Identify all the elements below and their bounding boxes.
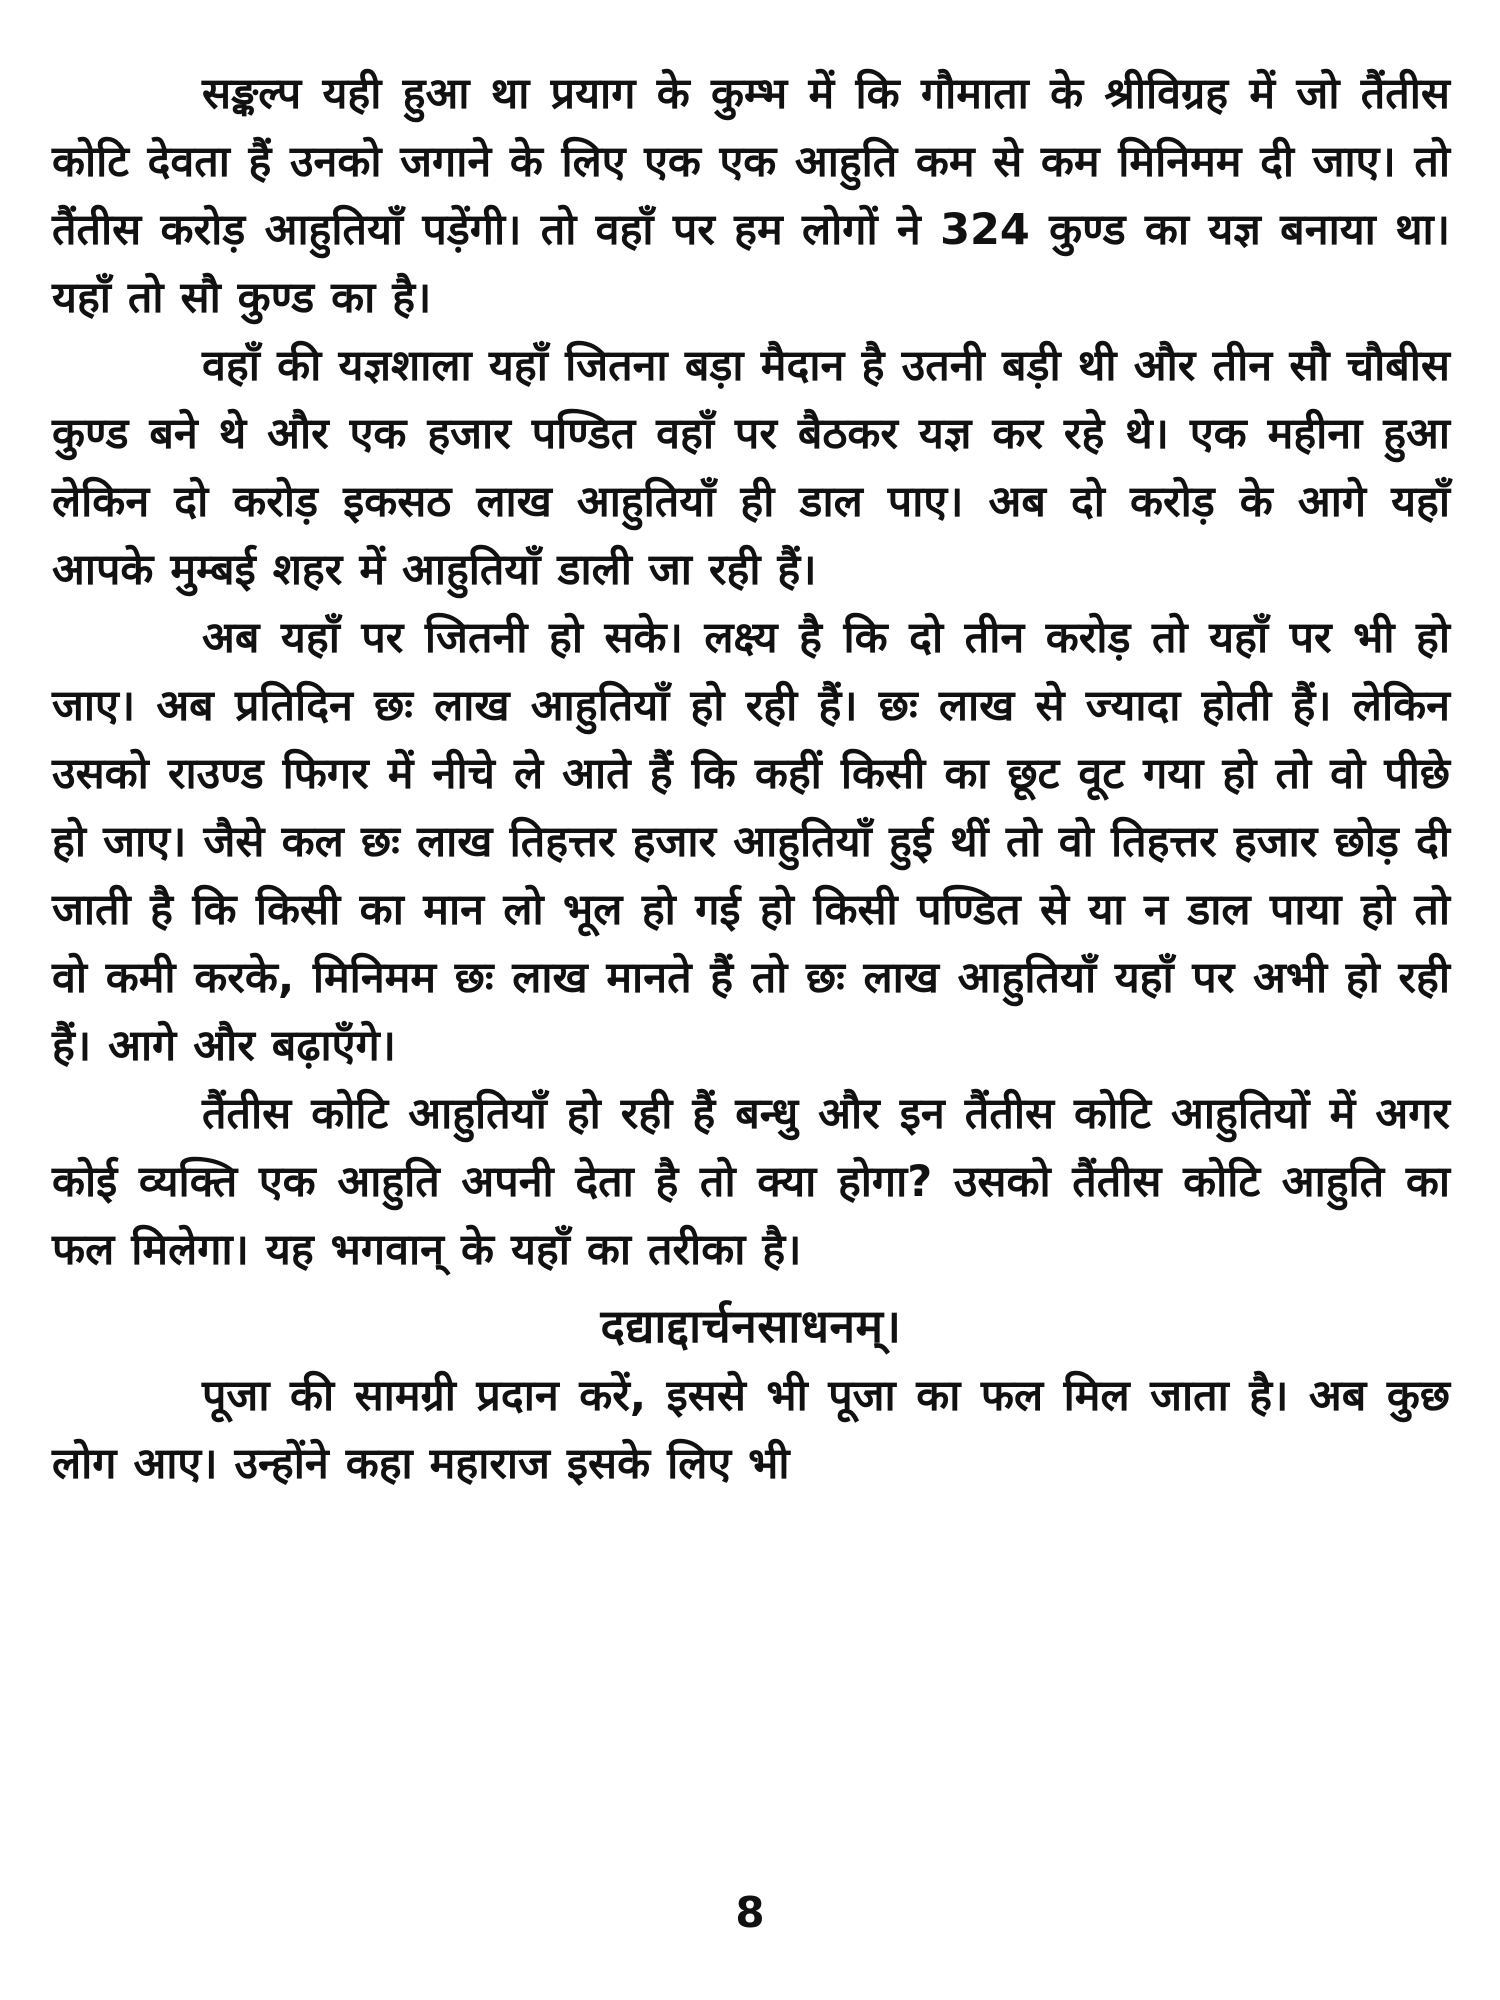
body-text (52, 60, 1450, 1498)
sanskrit-verse-heading: दद्याद्दार्चनसाधनम्। (600, 1299, 902, 1353)
paragraph-3: अब यहाँ पर जितनी हो सके। लक्ष्य है कि दो तीन करोड़ तो यहाँ पर भी हो जाए। अब प्रतिदिन छः लाख आहुतियाँ हो रही हैं। छः लाख से ज्यादा होती हैं। लेकिन उसको राउण्ड फिगर में नीचे ले आते हैं कि कहीं किसी का छूट वूट गया हो तो वो पीछे हो जाए। जैसे कल छः लाख तिहत्तर हजार आहुतियाँ हुई थीं तो वो तिहत्तर हजार छोड़ दी जाती है कि किसी का मान लो भूल हो गई हो किसी पण्डित से या न डाल पाया हो तो वो कमी करके, मिनिमम छः लाख मानते हैं तो छः लाख आहुतियाँ यहाँ पर अभी हो रही हैं। आगे और बढ़ाएँगे। (52, 613, 1450, 1071)
paragraph-1: सङ्कल्प यही हुआ था प्रयाग के कुम्भ में कि गौमाता के श्रीविग्रह में जो तैंतीस कोटि देवता हैं उनको जगाने के लिए एक एक आहुति कम से कम मिनिमम दी जाए। तो तैंतीस करोड़ आहुतियाँ पड़ेंगी। तो वहाँ पर हम लोगों ने 324 कुण्ड का यज्ञ बनाया था। यहाँ तो सौ कुण्ड का है। (52, 69, 1450, 323)
paragraph-2: वहाँ की यज्ञशाला यहाँ जितना बड़ा मैदान है उतनी बड़ी थी और तीन सौ चौबीस कुण्ड बने थे और एक हजार पण्डित वहाँ पर बैठकर यज्ञ कर रहे थे। एक महीना हुआ लेकिन दो करोड़ इकसठ लाख आहुतियाँ ही डाल पाए। अब दो करोड़ के आगे यहाँ आपके मुम्बई शहर में आहुतियाँ डाली जा रही हैं। (52, 341, 1450, 595)
paragraph-5: पूजा की सामग्री प्रदान करें, इससे भी पूजा का फल मिल जाता है। अब कुछ लोग आए। उन्होंने कहा महाराज इसके लिए भी (52, 1371, 1450, 1489)
paragraph-4: तैंतीस कोटि आहुतियाँ हो रही हैं बन्धु और इन तैंतीस कोटि आहुतियों में अगर कोई व्यक्ति एक आहुति अपनी देता है तो क्या होगा? उसको तैंतीस कोटि आहुति का फल मिलेगा। यह भगवान् के यहाँ का तरीका है। (52, 1089, 1450, 1275)
page-number: 8 (735, 1888, 765, 1937)
